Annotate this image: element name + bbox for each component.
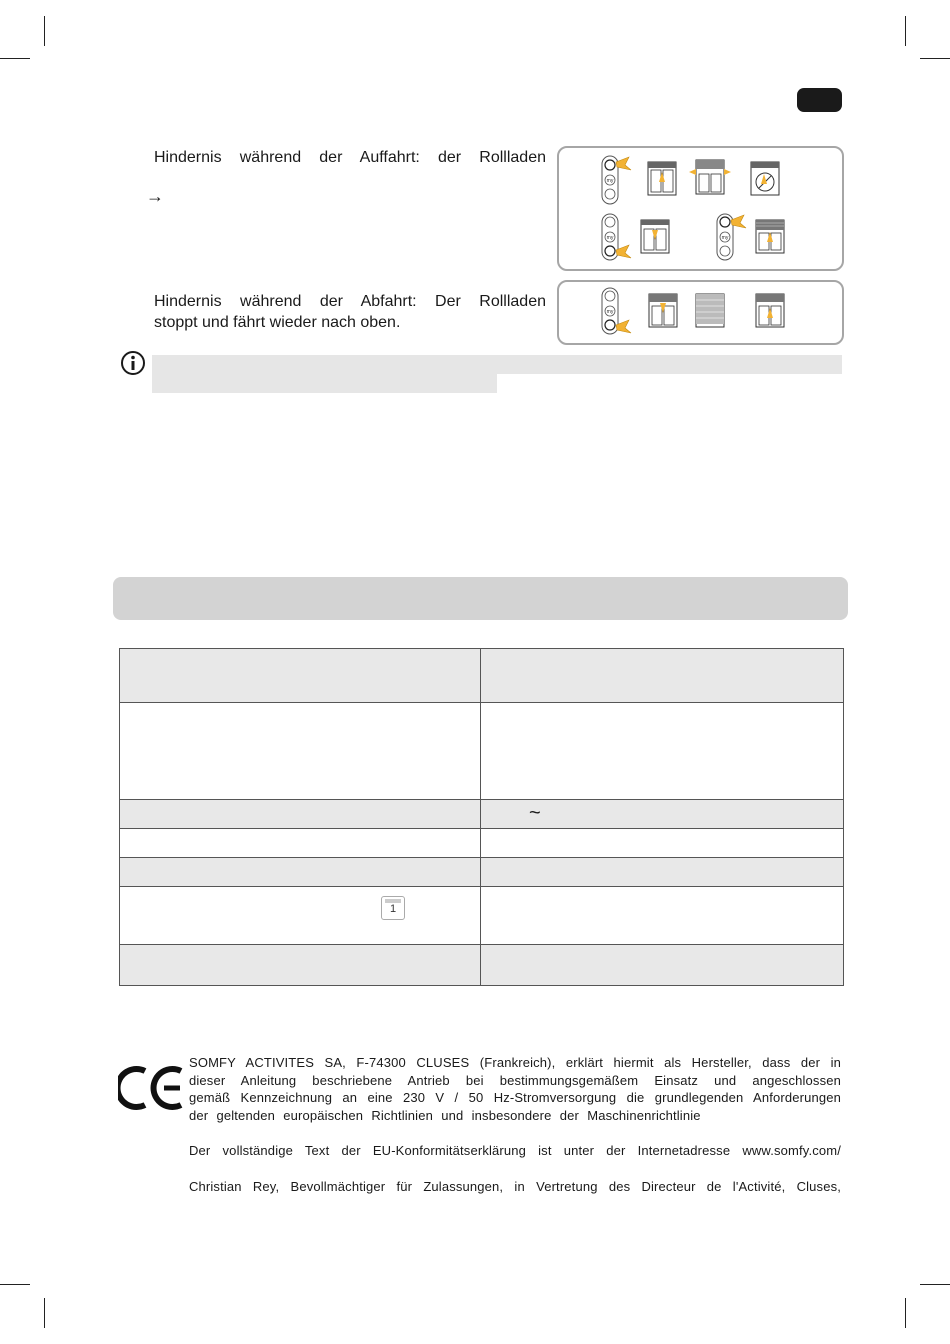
- svg-text:my: my: [606, 235, 614, 241]
- table-cell: [120, 858, 481, 887]
- window-shutter-icon: [641, 220, 669, 253]
- language-tab: [797, 88, 842, 112]
- obstacle-down-text-line2: stoppt und fährt wieder nach oben.: [154, 314, 401, 331]
- crop-mark: [44, 1298, 45, 1328]
- table-cell: [120, 887, 481, 945]
- window-shutter-icon: [756, 294, 784, 327]
- table-cell: [481, 703, 844, 800]
- svg-text:my: my: [606, 309, 614, 315]
- info-note-highlight: [152, 355, 842, 374]
- obstacle-up-illustration: [557, 146, 844, 271]
- section-heading-band: [113, 577, 848, 620]
- arrow-icon: →: [146, 186, 164, 206]
- ac-symbol-icon: ~: [529, 802, 541, 824]
- window-shutter-icon: [649, 294, 677, 327]
- table-cell: [120, 649, 481, 703]
- ce-mark-icon: [118, 1063, 186, 1113]
- table-row: [120, 703, 844, 800]
- table-cell: [481, 858, 844, 887]
- svg-text:my: my: [606, 178, 614, 184]
- table-cell: [120, 945, 481, 986]
- remote-control-icon: [602, 156, 631, 204]
- obstacle-down-text-line1: Hindernis während der Abfahrt: Der Rollladen: [154, 293, 546, 310]
- calendar-icon: 1: [381, 896, 405, 920]
- table-cell: [481, 887, 844, 945]
- window-shutter-icon: [696, 294, 724, 327]
- declaration-paragraph-2: Der vollständige Text der EU-Konformitätserklärung ist unter der Internetadresse www.somfy.com/: [189, 1143, 841, 1158]
- table-row: [120, 887, 844, 945]
- svg-text:my: my: [721, 235, 729, 241]
- crop-mark: [920, 58, 950, 59]
- obstacle-up-text: Hindernis während der Auffahrt: der Rollladen: [154, 149, 546, 166]
- window-shutter-icon: [689, 160, 731, 194]
- window-shutter-icon: [756, 220, 784, 253]
- remote-control-icon: [717, 214, 746, 260]
- crop-mark: [905, 1298, 906, 1328]
- table-row: [120, 649, 844, 703]
- table-row: [120, 858, 844, 887]
- table-cell: [120, 829, 481, 858]
- declaration-paragraph-1: SOMFY ACTIVITES SA, F-74300 CLUSES (Frankreich), erklärt hiermit als Hersteller, dass der in dieser Anleitung beschriebene Antrieb bei bestimmungsgemäßem Einsatz und angeschlossen gemäß Kennzeichnung an eine 230 V / 50 Hz-Stromversorgung die grundlegenden Anforderungen der geltenden europäischen Richtlinien und insbesondere der Maschinenrichtlinie: [189, 1055, 841, 1123]
- info-icon: [120, 350, 146, 376]
- info-note-highlight: [152, 374, 497, 393]
- table-cell: [120, 703, 481, 800]
- table-cell: [120, 800, 481, 829]
- table-row: [120, 800, 844, 829]
- remote-control-icon: [602, 214, 631, 260]
- crop-mark: [0, 58, 30, 59]
- table-cell: [481, 800, 844, 829]
- window-shutter-icon: [648, 162, 676, 195]
- table-cell: [481, 829, 844, 858]
- remote-control-icon: [602, 288, 631, 334]
- crop-mark: [44, 16, 45, 46]
- crop-mark: [920, 1284, 950, 1285]
- technical-data-table: [119, 648, 844, 986]
- table-cell: [481, 649, 844, 703]
- obstacle-down-illustration: [557, 280, 844, 345]
- table-row: [120, 945, 844, 986]
- table-cell: [481, 945, 844, 986]
- window-shutter-icon: [751, 162, 779, 195]
- table-row: [120, 829, 844, 858]
- crop-mark: [0, 1284, 30, 1285]
- declaration-paragraph-3: Christian Rey, Bevollmächtiger für Zulassungen, in Vertretung des Directeur de l'Activité, Cluses,: [189, 1179, 841, 1194]
- crop-mark: [905, 16, 906, 46]
